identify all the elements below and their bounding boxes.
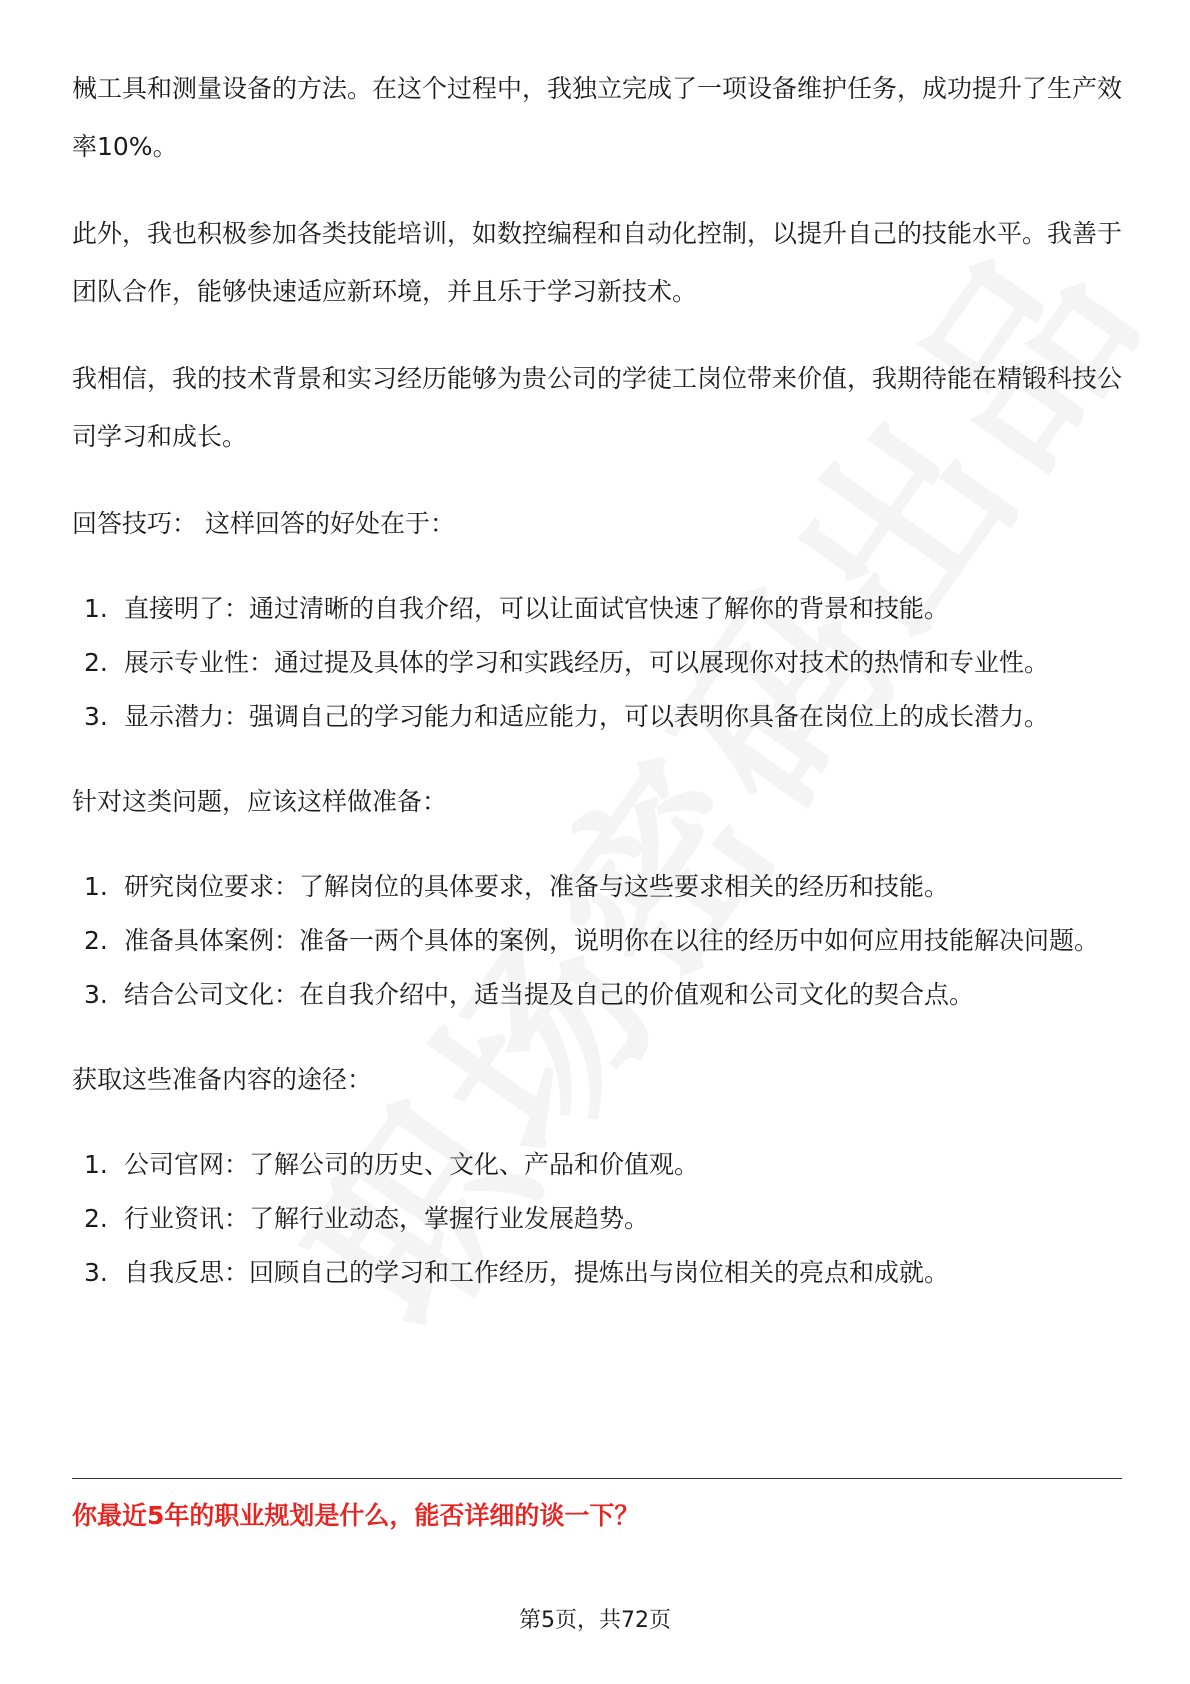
list-item [72, 690, 1122, 744]
paragraph-training: 此外，我也积极参加各类技能培训，如数控编程和自动化控制，以提升自己的技能水平。我善于团队合作，能够快速适应新环境，并且乐于学习新技术。 [72, 219, 1123, 306]
list-item [72, 1192, 1122, 1246]
list-number: 2. [84, 926, 108, 955]
list-number: 1. [84, 1150, 108, 1179]
list-item [72, 968, 1122, 1022]
tips-list [72, 582, 1122, 744]
paragraph-conclusion: 我相信，我的技术背景和实习经历能够为贵公司的学徒工岗位带来价值，我期待能在精锻科技公司学习和成长。 [72, 364, 1123, 451]
list-text: 自我反思：回顾自己的学习和工作经历，提炼出与岗位相关的亮点和成就。 [124, 1258, 950, 1287]
list-text: 直接明了：通过清晰的自我介绍，可以让面试官快速了解你的背景和技能。 [124, 594, 950, 623]
list-text: 行业资讯：了解行业动态，掌握行业发展趋势。 [124, 1204, 650, 1233]
list-number: 2. [84, 648, 108, 677]
prep-heading: 针对这类问题，应该这样做准备： [72, 787, 448, 816]
document-body [72, 60, 1122, 1329]
next-question-heading: 你最近5年的职业规划是什么，能否详细的谈一下？ [72, 1501, 640, 1530]
list-number: 1. [84, 594, 108, 623]
sources-heading: 获取这些准备内容的途径： [72, 1065, 373, 1094]
list-number: 3. [84, 702, 108, 731]
list-number: 2. [84, 1204, 108, 1233]
sources-list [72, 1138, 1122, 1300]
list-item [72, 1246, 1122, 1300]
prep-list [72, 860, 1122, 1022]
list-number: 1. [84, 872, 108, 901]
list-item [72, 582, 1122, 636]
list-number: 3. [84, 1258, 108, 1287]
list-text: 公司官网：了解公司的历史、文化、产品和价值观。 [124, 1150, 700, 1179]
list-text: 展示专业性：通过提及具体的学习和实践经历，可以展现你对技术的热情和专业性。 [124, 648, 1050, 677]
list-item [72, 860, 1122, 914]
section-divider [72, 1478, 1122, 1479]
list-text: 结合公司文化：在自我介绍中，适当提及自己的价值观和公司文化的契合点。 [124, 980, 975, 1009]
tips-heading: 回答技巧： 这样回答的好处在于： [72, 509, 455, 538]
list-text: 准备具体案例：准备一两个具体的案例，说明你在以往的经历中如何应用技能解决问题。 [124, 926, 1100, 955]
page-number-footer: 第5页，共72页 [519, 1608, 671, 1633]
list-item [72, 914, 1122, 968]
list-text: 研究岗位要求：了解岗位的具体要求，准备与这些要求相关的经历和技能。 [124, 872, 950, 901]
list-item [72, 1138, 1122, 1192]
list-text: 显示潜力：强调自己的学习能力和适应能力，可以表明你具备在岗位上的成长潜力。 [124, 702, 1050, 731]
paragraph-internship: 械工具和测量设备的方法。在这个过程中，我独立完成了一项设备维护任务，成功提升了生产效率10%。 [72, 74, 1123, 161]
list-item [72, 636, 1122, 690]
list-number: 3. [84, 980, 108, 1009]
